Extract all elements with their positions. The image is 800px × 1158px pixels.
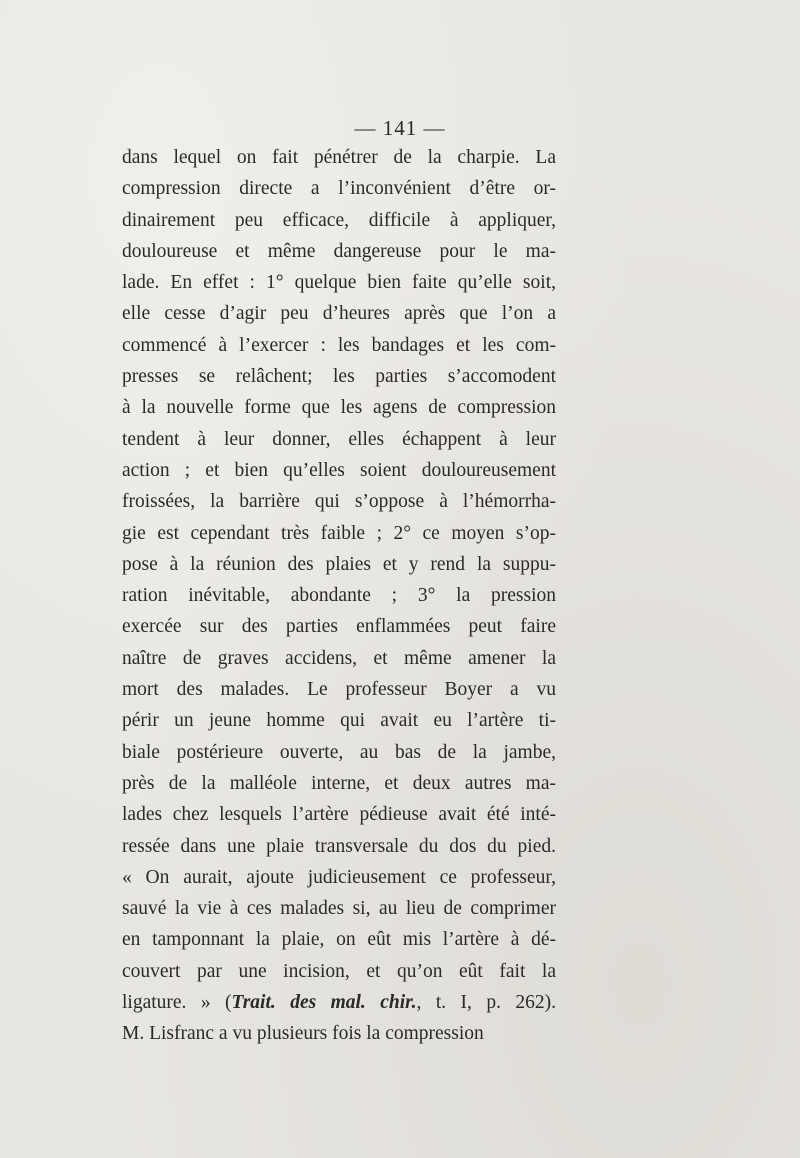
- citation-line: [122, 987, 556, 1018]
- text-line: tendent à leur donner, elles échappent à leur: [122, 428, 556, 450]
- text-line: froissées, la barrière qui s’oppose à l’hémorrha-: [122, 491, 556, 513]
- text-line: ressée dans une plaie transversale du dos du pied.: [122, 835, 556, 857]
- page-number: — 141 —: [354, 116, 446, 140]
- text-line-final: M. Lisfranc a vu plusieurs fois la compression: [122, 1023, 484, 1045]
- text-line: près de la malléole interne, et deux autres ma-: [122, 772, 556, 794]
- text-line: lade. En effet : 1° quelque bien faite qu’elle soit,: [122, 272, 556, 294]
- text-line: douloureuse et même dangereuse pour le ma-: [122, 240, 556, 262]
- text-line: couvert par une incision, et qu’on eût fait la: [122, 960, 556, 982]
- text-line: sauvé la vie à ces malades si, au lieu de comprimer: [122, 898, 556, 920]
- text-line: dans lequel on fait pénétrer de la charpie. La: [122, 147, 556, 168]
- body-text: [122, 142, 556, 1050]
- text-line: périr un jeune homme qui avait eu l’artère ti-: [122, 710, 556, 732]
- text-line: pose à la réunion des plaies et y rend la suppu-: [122, 553, 556, 575]
- text-line: dinairement peu efficace, difficile à appliquer,: [122, 209, 556, 231]
- text-line: presses se relâchent; les parties s’accomodent: [122, 366, 556, 388]
- text-line: à la nouvelle forme que les agens de compression: [122, 397, 556, 419]
- text-line: gie est cependant très faible ; 2° ce moyen s’op-: [122, 522, 556, 544]
- text-line: naître de graves accidens, et même amener la: [122, 647, 556, 669]
- text-line: mort des malades. Le professeur Boyer a vu: [122, 679, 556, 701]
- text-line: ration inévitable, abondante ; 3° la pression: [122, 585, 556, 607]
- text-line: action ; et bien qu’elles soient douloureusement: [122, 459, 556, 481]
- text-line: biale postérieure ouverte, au bas de la jambe,: [122, 741, 556, 763]
- text-line: compression directe a l’inconvénient d’être or-: [122, 178, 556, 200]
- citation-prefix: ligature. » (: [122, 992, 232, 1014]
- text-line: exercée sur des parties enflammées peut faire: [122, 616, 556, 638]
- text-line: lades chez lesquels l’artère pédieuse avait été inté-: [122, 804, 556, 826]
- text-line: en tamponnant la plaie, on eût mis l’artère à dé-: [122, 929, 556, 951]
- citation-suffix: , t. I, p. 262).: [416, 992, 557, 1014]
- text-line: commencé à l’exercer : les bandages et les com-: [122, 334, 556, 356]
- text-line: elle cesse d’agir peu d’heures après que l’on a: [122, 303, 556, 325]
- citation-title: Trait. des mal. chir.: [231, 992, 417, 1014]
- text-line: « On aurait, ajoute judicieusement ce professeur,: [122, 866, 556, 888]
